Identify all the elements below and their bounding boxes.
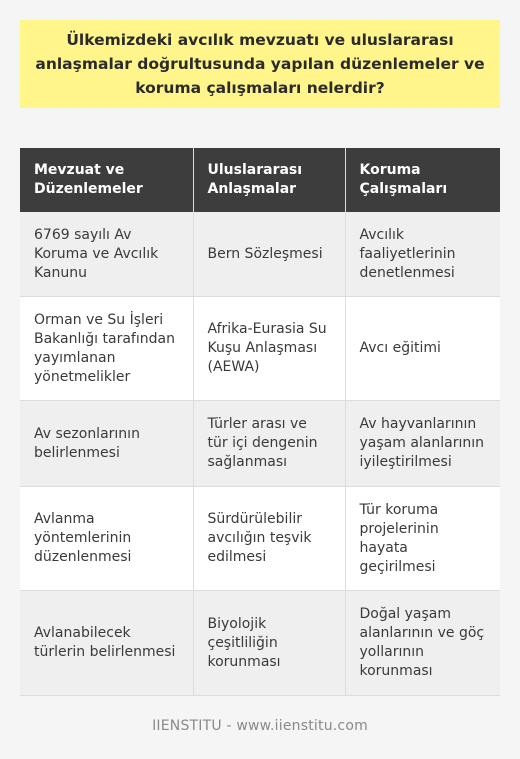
table-cell: 6769 sayılı Av Koruma ve Avcılık Kanunu [20, 212, 193, 297]
table-cell: Türler arası ve tür içi dengenin sağlanması [193, 401, 345, 487]
table-cell: Avlanabilecek türlerin belirlenmesi [20, 591, 193, 696]
table-cell: Av hayvanlarının yaşam alanlarının iyileştirilmesi [345, 401, 500, 487]
table-row [20, 212, 500, 297]
table-row [20, 297, 500, 401]
comparison-table [20, 148, 500, 696]
title-banner [20, 20, 500, 108]
table-cell: Tür koruma projelerinin hayata geçirilmesi [345, 487, 500, 591]
table-row [20, 591, 500, 696]
table-cell: Sürdürülebilir avcılığın teşvik edilmesi [193, 487, 345, 591]
table-cell: Bern Sözleşmesi [193, 212, 345, 297]
table-cell: Orman ve Su İşleri Bakanlığı tarafından yayımlanan yönetmelikler [20, 297, 193, 401]
header-uluslararasi: Uluslararası Anlaşmalar [193, 148, 345, 212]
table-row [20, 401, 500, 487]
page-title: Ülkemizdeki avcılık mevzuatı ve uluslararası anlaşmalar doğrultusunda yapılan düzenlemeler ve koruma çalışmaları nelerdir? [35, 31, 485, 97]
table-cell: Biyolojik çeşitliliğin korunması [193, 591, 345, 696]
footer-credit: IIENSTITU - www.iienstitu.com [152, 718, 368, 734]
table-cell: Doğal yaşam alanlarının ve göç yollarının korunması [345, 591, 500, 696]
header-mevzuat: Mevzuat ve Düzenlemeler [20, 148, 193, 212]
table-cell: Avlanma yöntemlerinin düzenlenmesi [20, 487, 193, 591]
table-cell: Afrika-Eurasia Su Kuşu Anlaşması (AEWA) [193, 297, 345, 401]
table-cell: Avcı eğitimi [345, 297, 500, 401]
table-header-row [20, 148, 500, 212]
table-cell: Avcılık faaliyetlerinin denetlenmesi [345, 212, 500, 297]
table-row [20, 487, 500, 591]
table-cell: Av sezonlarının belirlenmesi [20, 401, 193, 487]
header-koruma: Koruma Çalışmaları [345, 148, 500, 212]
